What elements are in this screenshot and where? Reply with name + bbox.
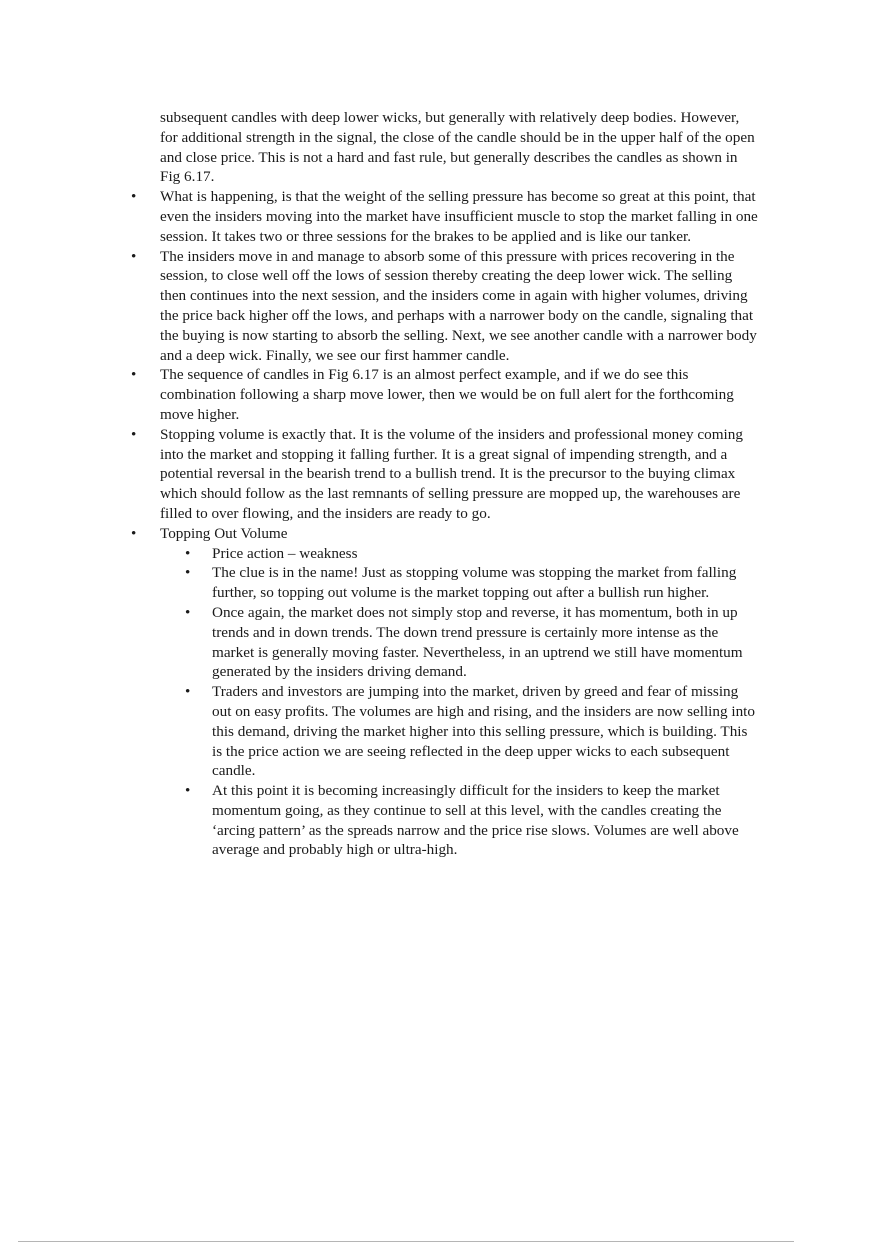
bullet-marker: • <box>131 524 137 542</box>
sub-bullet-marker: • <box>185 603 191 621</box>
sub-bullet-item-3 <box>0 603 760 682</box>
sub-bullet-item-5 <box>0 781 760 860</box>
footer-rule <box>18 1241 794 1242</box>
section-heading: Topping Out Volume <box>160 524 288 542</box>
bullet-marker: • <box>131 188 137 206</box>
bullet-text: Stopping volume is exactly that. It is the volume of the insiders and professional money coming into the market and stopping it falling further. It is a great signal of impending strength, and a potential reversal in the bearish trend to a bullish trend. It is the precursor to the buying climax which should follow as the last remnants of selling pressure are mopped up, the warehouses are filled to over flowing, and the insiders are ready to go. <box>160 425 743 522</box>
bullet-item-4 <box>0 425 760 524</box>
bullet-item-2 <box>0 247 760 366</box>
sub-bullet-marker: • <box>185 782 191 800</box>
bullet-item-topping-out <box>0 524 760 544</box>
sub-bullet-text: Once again, the market does not simply stop and reverse, it has momentum, both in up trends and in down trends. The down trend pressure is certainly more intense as the market is generally moving faster. Nevertheless, in an uptrend we still have momentum generated by the insiders driving demand. <box>212 603 743 681</box>
bullet-marker: • <box>131 366 137 384</box>
sub-bullet-text: At this point it is becoming increasingly difficult for the insiders to keep the market momentum going, as they continue to sell at this level, with the candles creating the ‘arcing pattern’ as the spreads narrow and the price rise slows. Volumes are well above average and probably high or ultra-high. <box>212 782 739 859</box>
bullet-item-3 <box>0 365 760 424</box>
bullet-item-1 <box>0 187 760 246</box>
sub-bullet-text: Traders and investors are jumping into the market, driven by greed and fear of missing out on easy profits. The volumes are high and rising, and the insiders are now selling into this demand, driving the market higher into this selling pressure, which is building. This is the price action we are seeing reflected in the deep upper wicks to each subsequent candle. <box>212 683 755 780</box>
bullet-marker: • <box>131 247 137 265</box>
sub-bullet-text: Price action – weakness <box>212 544 358 562</box>
sub-bullet-item-1 <box>0 544 760 564</box>
bullet-text: What is happening, is that the weight of the selling pressure has become so great at this point, that even the insiders moving into the market have insufficient muscle to stop the market falling in one session. It takes two or three sessions for the brakes to be applied and is like our tanker. <box>160 188 758 245</box>
sub-bullet-marker: • <box>185 544 191 562</box>
bullet-text: The sequence of candles in Fig 6.17 is an almost perfect example, and if we do see this combination following a sharp move lower, then we would be on full alert for the forthcoming move higher. <box>160 366 734 423</box>
continuation-paragraph: subsequent candles with deep lower wicks, but generally with relatively deep bodies. However, for additional strength in the signal, the close of the candle should be in the upper half of the open and close price. This is not a hard and fast rule, but generally describes the candles as shown in Fig 6.17. <box>160 109 755 186</box>
sub-bullet-marker: • <box>185 683 191 701</box>
document-page <box>0 108 880 860</box>
sub-bullet-item-4 <box>0 682 760 781</box>
bullet-marker: • <box>131 425 137 443</box>
sub-bullet-text: The clue is in the name! Just as stopping volume was stopping the market from falling further, so topping out volume is the market topping out after a bullish run higher. <box>212 564 737 602</box>
sub-bullet-marker: • <box>185 564 191 582</box>
bullet-text: The insiders move in and manage to absorb some of this pressure with prices recovering in the session, to close well off the lows of session thereby creating the deep lower wick. The selling then continues into the next session, and the insiders come in again with higher volumes, driving the price back higher off the lows, and perhaps with a narrower body on the candle, signaling that the buying is now starting to absorb the selling. Next, we see another candle with a narrower body and a deep wick. Finally, we see our first hammer candle. <box>160 247 757 364</box>
sub-bullet-item-2 <box>0 563 760 603</box>
